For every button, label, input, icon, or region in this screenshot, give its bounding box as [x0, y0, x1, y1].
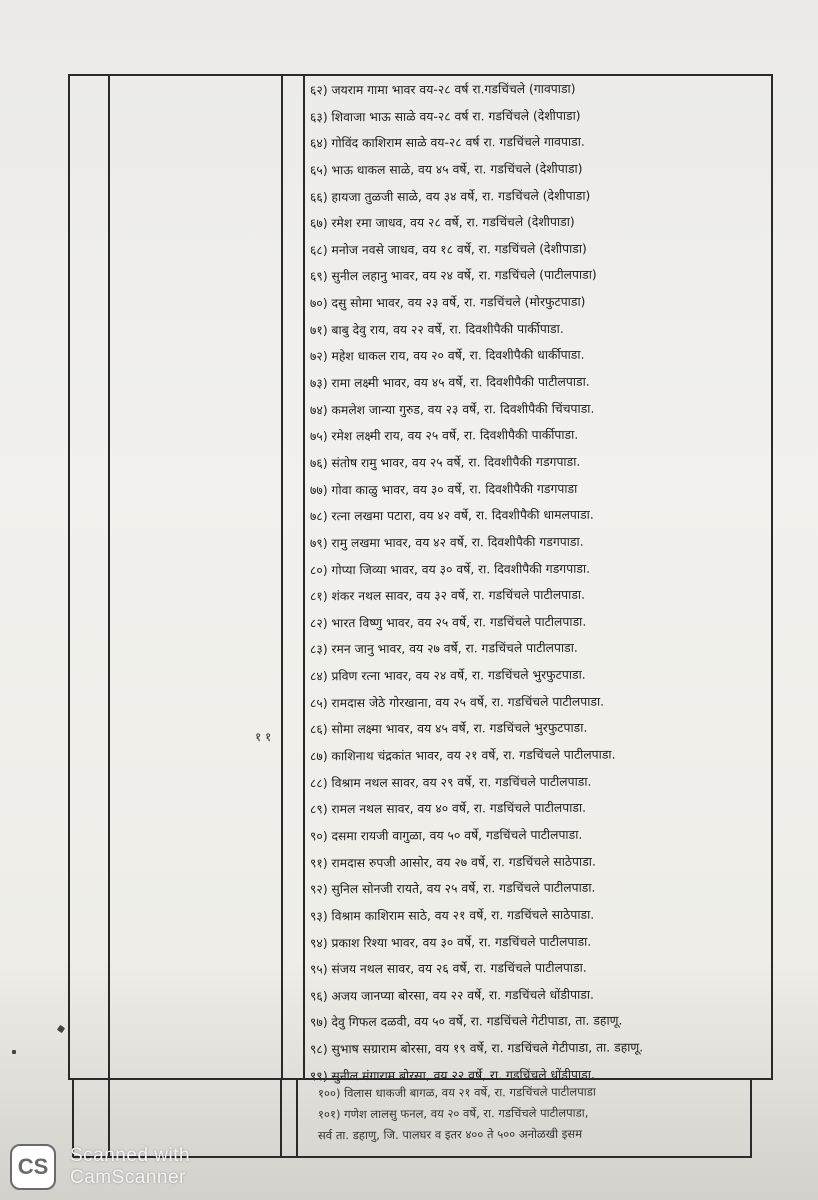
list-item: ८०) गोप्या जिव्या भावर, वय ३० वर्षे, रा. दिवशीपैकी गडगपाडा.	[309, 561, 591, 577]
list-item: ९९) सुनील मंगाराम बोरसा, वय २२ वर्षे, रा. गडचिंचले धोंडीपाडा.	[309, 1067, 595, 1084]
list-item: ७१) बाबु देवु राय, वय २२ वर्षे, रा. दिवशीपैकी पार्कीपाडा.	[309, 321, 564, 338]
list-item: ६४) गोविंद काशिराम साळे वय-२८ वर्ष रा. गडचिंचले गावपाडा.	[309, 135, 585, 151]
scan-speck	[12, 1050, 16, 1054]
continuation-list	[318, 1082, 748, 1145]
list-item: ८६) सोमा लक्ष्मा भावर, वय ४५ वर्षे, रा. गडचिंचले भुरफुटपाडा.	[309, 721, 588, 737]
list-item: ८९) रामल नथल सावर, वय ४० वर्षे, रा. गडचिंचले पाटीलपाडा.	[309, 801, 587, 817]
watermark-line2: CamScanner	[70, 1167, 186, 1188]
list-item: ६२) जयराम गामा भावर वय-२८ वर्ष रा.गडचिंचले (गावपाडा)	[309, 81, 576, 98]
list-item: ८८) विश्राम नथल सावर, वय २९ वर्षे, रा. गडचिंचले पाटीलपाडा.	[309, 774, 592, 791]
list-item: ६८) मनोज नवसे जाधव, वय १८ वर्षे, रा. गडचिंचले (देशीपाडा)	[309, 241, 587, 258]
list-item: १००) विलास धाकजी बागळ, वय २१ वर्षे, रा. गडचिंचले पाटीलपाडा	[317, 1084, 596, 1101]
list-item: ८५) रामदास जेठे गोरखाना, वय २५ वर्षे, रा. गडचिंचले पाटीलपाडा.	[309, 694, 605, 711]
list-item: ७९) रामु लखमा भावर, वय ४२ वर्षे, रा. दिवशीपैकी गडगपाडा.	[309, 534, 584, 551]
list-item: ६६) हायजा तुळजी साळे, वय ३४ वर्षे, रा. गडचिंचले (देशीपाडा)	[309, 188, 591, 204]
list-item: ९४) प्रकाश रिश्या भावर, वय ३० वर्षे, रा. गडचिंचले पाटीलपाडा.	[309, 934, 592, 950]
list-item: ७८) रत्ना लखमा पटारा, वय ४२ वर्षे, रा. दिवशीपैकी धामलपाडा.	[309, 507, 594, 524]
watermark-text	[70, 1145, 190, 1189]
list-item: ९३) विश्राम काशिराम साठे, वय २१ वर्षे, रा. गडचिंचले साठेपाडा.	[309, 907, 595, 924]
list-item: ९१) रामदास रुपजी आसोर, वय २७ वर्षे, रा. गडचिंचले साठेपाडा.	[309, 854, 596, 870]
list-item: ८७) काशिनाथ चंद्रकांत भावर, वय २१ वर्षे, रा. गडचिंचले पाटीलपाडा.	[309, 747, 616, 764]
list-item: ७२) महेश धाकल राय, वय २० वर्षे, रा. दिवशीपैकी धार्कीपाडा.	[309, 348, 585, 364]
list-item: ७४) कमलेश जान्या गुरुड, वय २३ वर्षे, रा. दिवशीपैकी चिंचपाडा.	[309, 401, 595, 418]
scan-speck	[57, 1025, 65, 1033]
list-item: ८३) रमन जानु भावर, वय २७ वर्षे, रा. गडचिंचले पाटीलपाडा.	[309, 641, 578, 657]
list-item: ७७) गोवा काळु भावर, वय ३० वर्षे, रा. दिवशीपैकी गडगपाडा	[309, 481, 578, 498]
list-item: सर्व ता. डहाणु, जि. पालघर व इतर ४०० ते ५०० अनोळखी इसम	[317, 1126, 583, 1143]
column-divider	[296, 1080, 298, 1156]
list-item: ९०) दसमा रायजी वागुळा, वय ५० वर्षे, गडचिंचले पाटीलपाडा.	[309, 827, 583, 844]
camscanner-logo-icon: CS	[10, 1144, 56, 1190]
accused-list	[310, 76, 770, 1088]
list-item: ९६) अजय जानप्या बोरसा, वय २२ वर्षे, रा. गडचिंचले धोंडीपाडा.	[309, 987, 594, 1004]
column-divider	[303, 76, 305, 1078]
list-item: ६९) सुनील लहानु भावर, वय २४ वर्षे, रा. गडचिंचले (पाटीलपाडा)	[309, 268, 597, 284]
list-item: ८४) प्रविण रत्ना भावर, वय २४ वर्षे, रा. गडचिंचले भुरफुटपाडा.	[309, 667, 586, 684]
column-divider	[280, 1080, 282, 1156]
list-item: ७५) रमेश लक्ष्मी राय, वय २५ वर्षे, रा. दिवशीपैकी पार्कीपाडा.	[309, 428, 579, 444]
list-item: १०१) गणेश लालसु फनल, वय २० वर्षे, रा. गडचिंचले पाटीलपाडा,	[317, 1105, 589, 1122]
list-item: ६७) रमेश रमा जाधव, वय २८ वर्षे, रा. गडचिंचले (देशीपाडा)	[309, 214, 575, 231]
column-divider	[281, 76, 283, 1078]
list-item: ७६) संतोष रामु भावर, वय २५ वर्षे, रा. दिवशीपैकी गडगपाडा.	[309, 454, 581, 471]
list-item: ९८) सुभाष सग्राराम बोरसा, वय १९ वर्षे, रा. गडचिंचले गेटीपाडा, ता. डहाणू.	[309, 1040, 644, 1057]
margin-mark: १ १	[255, 730, 272, 744]
list-item: ९७) देवु गिफल दळवी, वय ५० वर्षे, रा. गडचिंचले गेटीपाडा, ता. डहाणू.	[309, 1013, 623, 1030]
list-item: ९२) सुनिल सोनजी रायते, वय २५ वर्षे, रा. गडचिंचले पाटीलपाडा.	[309, 880, 596, 897]
list-item: ७०) दसु सोमा भावर, वय २३ वर्षे, रा. गडचिंचले (मोरफुटपाडा)	[309, 294, 586, 311]
list-item: ८१) शंकर नथल सावर, वय ३२ वर्षे, रा. गडचिंचले पाटीलपाडा.	[309, 587, 586, 604]
list-item: ७३) रामा लक्ष्मी भावर, वय ४५ वर्षे, रा. दिवशीपैकी पाटीलपाडा.	[309, 374, 590, 391]
camscanner-watermark	[10, 1140, 230, 1194]
list-item: ९५) संजय नथल सावर, वय २६ वर्षे, रा. गडचिंचले पाटीलपाडा.	[309, 960, 587, 977]
watermark-line1: Scanned with	[70, 1145, 191, 1166]
list-item: ६३) शिवाजा भाऊ साळे वय-२८ वर्ष रा. गडचिंचले (देशीपाडा)	[309, 108, 581, 125]
list-item: ६५) भाऊ धाकल साळे, वय ४५ वर्षे, रा. गडचिंचले (देशीपाडा)	[309, 161, 583, 178]
list-item: ८२) भारत विष्णु भावर, वय २५ वर्षे, रा. गडचिंचले पाटीलपाडा.	[309, 614, 587, 631]
column-divider	[108, 76, 110, 1078]
